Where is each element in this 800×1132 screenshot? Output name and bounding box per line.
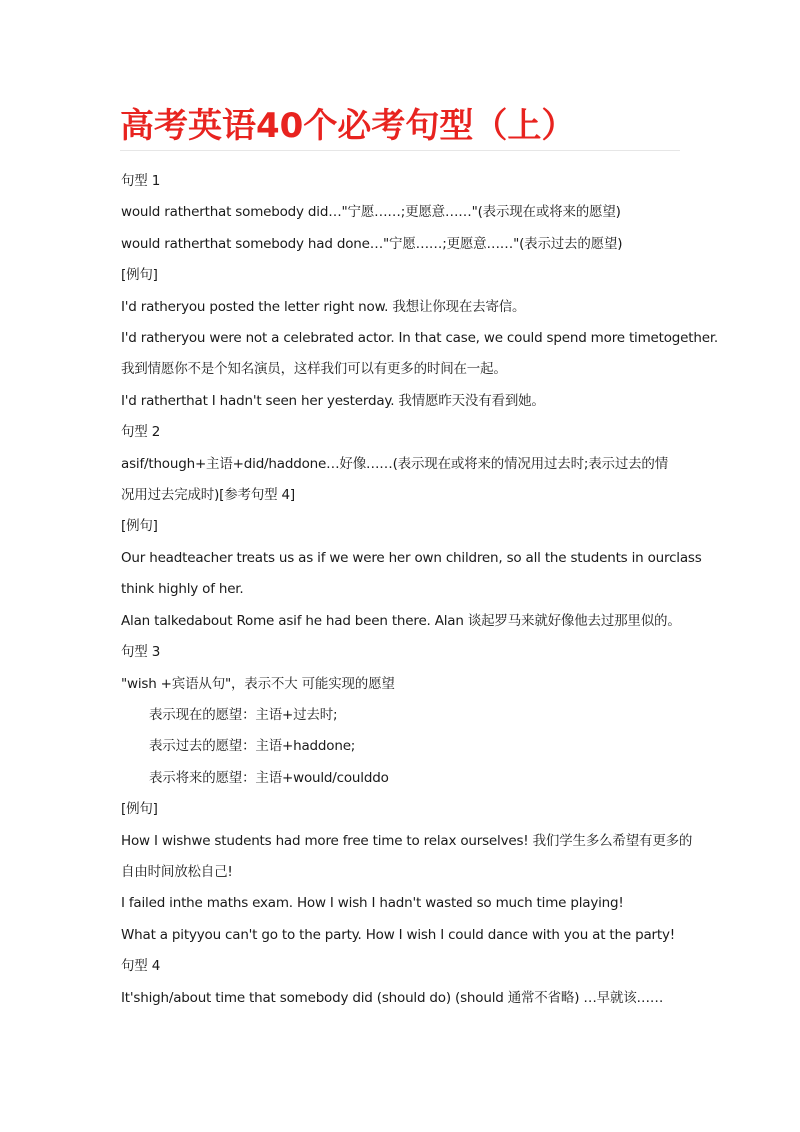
text-line: 表示现在的愿望：主语+过去时; bbox=[149, 706, 338, 723]
text-line: I failed inthe maths exam. How I wish I hadn't wasted so much time playing! bbox=[121, 895, 624, 912]
text-line: 句型 4 bbox=[121, 958, 161, 975]
title-divider bbox=[120, 150, 680, 151]
text-line: think highly of her. bbox=[121, 581, 244, 598]
text-line: 自由时间放松自己! bbox=[121, 863, 233, 880]
text-line: [例句] bbox=[121, 801, 158, 818]
document-body bbox=[121, 166, 719, 1014]
text-line: Our headteacher treats us as if we were her own children, so all the students in ourclass bbox=[121, 549, 702, 566]
text-line: [例句] bbox=[121, 267, 158, 284]
text-line: 我到情愿你不是个知名演员，这样我们可以有更多的时间在一起。 bbox=[121, 361, 507, 378]
text-line: 句型 2 bbox=[121, 424, 161, 441]
text-line: What a pityyou can't go to the party. How I wish I could dance with you at the party! bbox=[121, 926, 675, 943]
text-line: 句型 3 bbox=[121, 644, 161, 661]
text-line: would ratherthat somebody had done…"宁愿……;更愿意……"(表示过去的愿望) bbox=[121, 235, 623, 252]
page-title: 高考英语40个必考句型（上） bbox=[120, 106, 576, 146]
text-line: 况用过去完成时)[参考句型 4] bbox=[121, 487, 295, 504]
text-line: 句型 1 bbox=[121, 173, 161, 189]
text-line: I'd ratheryou posted the letter right now. 我想让你现在去寄信。 bbox=[121, 298, 526, 315]
text-line: I'd ratheryou were not a celebrated actor. In that case, we could spend more timetogether. bbox=[121, 330, 719, 347]
text-line: [例句] bbox=[121, 518, 158, 535]
text-line: How I wishwe students had more free time to relax ourselves! 我们学生多么希望有更多的 bbox=[121, 832, 693, 849]
text-line: Alan talkedabout Rome asif he had been there. Alan 谈起罗马来就好像他去过那里似的。 bbox=[121, 612, 681, 629]
text-line: It'shigh/about time that somebody did (should do) (should 通常不省略) …早就该…… bbox=[121, 989, 664, 1006]
text-line: 表示过去的愿望：主语+haddone; bbox=[149, 738, 356, 755]
text-line: I'd ratherthat I hadn't seen her yesterday. 我情愿昨天没有看到她。 bbox=[121, 392, 545, 409]
text-line: asif/though+主语+did/haddone…好像……(表示现在或将来的情况用过去时;表示过去的情 bbox=[121, 455, 669, 472]
text-line: "wish +宾语从句"，表示不大 可能实现的愿望 bbox=[121, 675, 395, 692]
text-line: would ratherthat somebody did…"宁愿……;更愿意……"(表示现在或将来的愿望) bbox=[121, 204, 621, 221]
text-line: 表示将来的愿望：主语+would/coulddo bbox=[149, 769, 389, 786]
